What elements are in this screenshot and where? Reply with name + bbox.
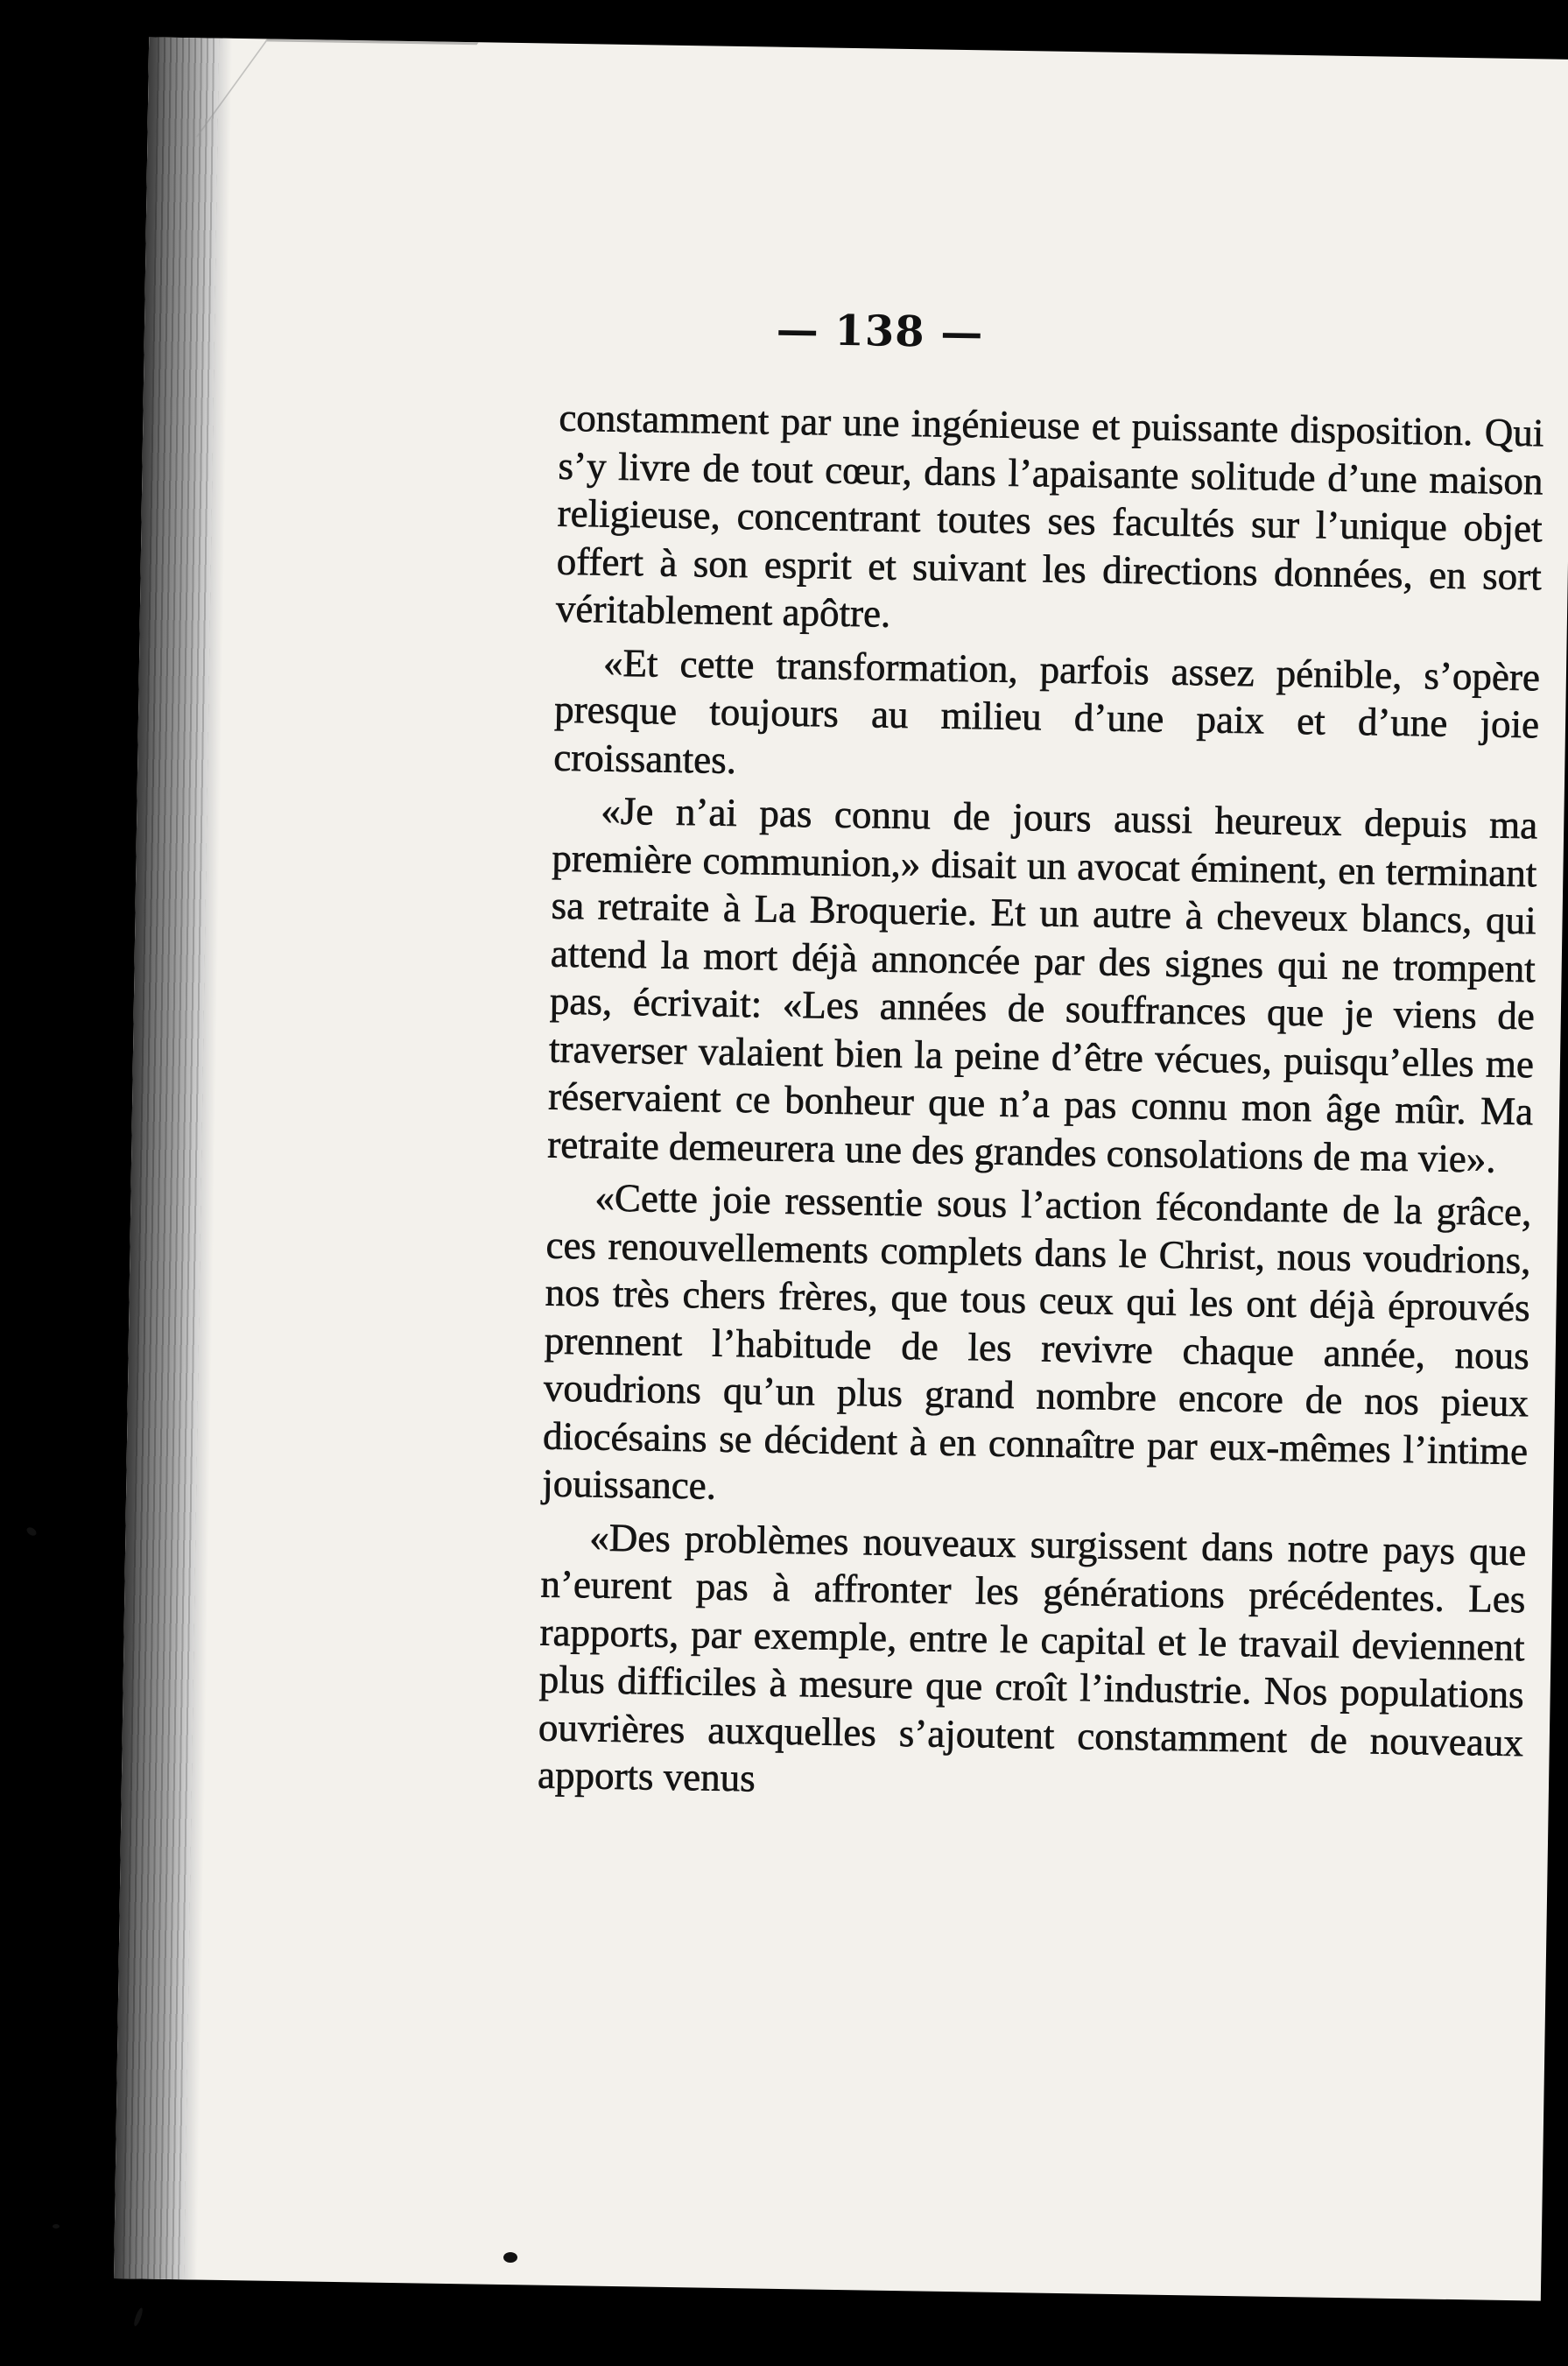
paragraph: «Je n’ai pas connu de jours aussi heureux depuis ma première communion,» disait un avocat éminent, en terminant sa retraite à La Broquerie. Et un autre à cheveux blancs, qui attend la mort déjà annoncée par des signes qui ne trompent pas, écrivait: «Les années de souffrances que je viens de traverser valaient bien la peine d’être vécues, puisqu’elles me réservaient ce bonheur que n’a pas connu mon âge mûr. Ma retraite demeurera une des grandes consolations de ma vie». bbox=[547, 788, 1538, 1181]
paragraph: constamment par une ingénieuse et puissante disposition. Qui s’y livre de tout cœur, dans l’apaisante solitude d’une maison religieuse, concentrant toutes ses facultés sur l’unique objet offert à son esprit et suivant les directions données, en sort véritablement apôtre. bbox=[555, 395, 1544, 636]
paragraph: «Des problèmes nouveaux surgissent dans notre pays que n’eurent pas à affronter les générations précédentes. Les rapports, par exemple, entre le capital et le travail deviennent plus difficiles à mesure que croît l’industrie. Nos populations ouvrières auxquelles s’ajoutent constamment de nouveaux apports venus bbox=[537, 1514, 1527, 1800]
book-page bbox=[114, 37, 1568, 2300]
body-text bbox=[538, 394, 1544, 1814]
scan-speck bbox=[53, 2224, 60, 2229]
paragraph: «Cette joie ressentie sous l’action fécondante de la grâce, ces renouvellements complets dans le Christ, nous voudrions, nos très chers frères, que tous ceux qui les ont déjà éprouvés prennent l’habitude de les revivre chaque année, nous voudrions qu’un plus grand nombre encore de nos pieux diocésains se décident à en connaître par eux-mêmes l’intime jouissance. bbox=[541, 1175, 1532, 1508]
paragraph: «Et cette transformation, parfois assez pénible, s’opère presque toujours au milieu d’une paix et d’une joie croissantes. bbox=[552, 640, 1541, 782]
page-number: — 138 — bbox=[776, 305, 984, 358]
corner-fold bbox=[196, 39, 479, 140]
scan-speck bbox=[503, 2252, 517, 2263]
